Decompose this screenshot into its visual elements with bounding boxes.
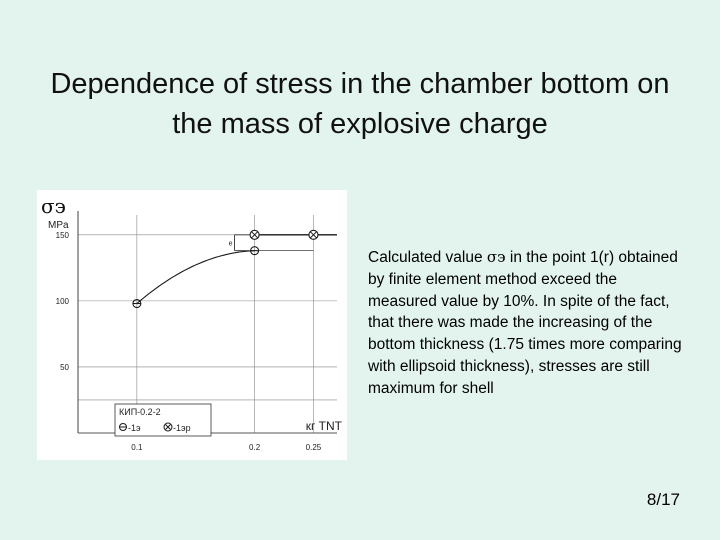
y-tick-label: 100 bbox=[55, 296, 69, 306]
x-tick-label: 0.2 bbox=[249, 443, 261, 452]
stress-chart bbox=[37, 190, 347, 460]
slide-title: Dependence of stress in the chamber bottom on the mass of explosive charge bbox=[50, 68, 670, 140]
y-axis-unit: MPa bbox=[48, 220, 69, 231]
body-text bbox=[368, 247, 686, 400]
y-tick-label: 150 bbox=[55, 230, 69, 240]
sigma-symbol: σэ bbox=[486, 248, 506, 266]
difference-annotation: е bbox=[228, 240, 233, 248]
y-tick-label: 50 bbox=[60, 362, 69, 372]
x-tick-label: 0.25 bbox=[305, 443, 322, 452]
x-axis-label: кг TNT bbox=[305, 419, 342, 433]
body-text-post: in the point 1(r) obtained by finite element method exceed the measured value by 10%. In spite of the fact, that there was made the increasing of the bottom thickness (1.75 times more comparing with ellipsoid thickness), stresses are still maximum for shell bbox=[368, 249, 682, 397]
x-tick-label: 0.1 bbox=[131, 443, 143, 452]
legend-title: КИП-0.2-2 bbox=[119, 407, 161, 417]
y-axis-symbol: σэ bbox=[41, 194, 66, 218]
legend-label-1er: -1эр bbox=[173, 423, 191, 433]
page-number: 8/17 bbox=[646, 490, 680, 509]
chart-panel bbox=[37, 190, 347, 460]
body-text-pre: Calculated value bbox=[368, 249, 487, 266]
legend-label-1e: -1э bbox=[128, 423, 141, 433]
series-1e-line bbox=[137, 251, 255, 304]
